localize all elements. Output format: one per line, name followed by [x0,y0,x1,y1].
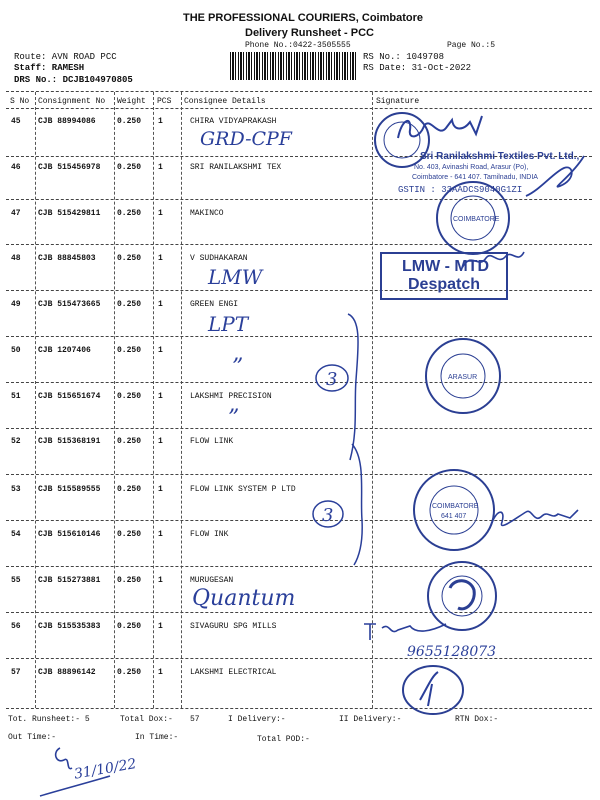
row-consignee: V SUDHAKARAN [190,254,248,263]
signature-scribble [458,246,528,276]
company-stamp-gstin: GSTIN : 33AADCS9040G1ZI [398,185,523,195]
doc-title: THE PROFESSIONAL COURIERS, Coimbatore [183,12,423,24]
row-consignee: LAKSHMI ELECTRICAL [190,668,277,677]
row-sno: 52 [11,437,21,446]
row-sno: 57 [11,668,21,677]
col-signature: Signature [376,97,420,106]
handwriting-phone: 9655128073 [407,644,497,660]
footer-out-time: Out Time:- [8,733,57,742]
row-pcs: 1 [158,530,163,539]
row-consignee: CHIRA VIDYAPRAKASH [190,117,277,126]
company-stamp-address: Coimbatore - 641 407. Tamilnadu, INDIA [412,174,538,181]
footer-ii-delivery: II Delivery:- [339,715,402,724]
col-consignment: Consignment No [38,97,106,106]
row-consignment: CJB 515456978 [38,163,101,172]
row-pcs: 1 [158,117,163,126]
date-signature-text: 31/10/22 [72,755,138,783]
round-seal-stamp [418,336,508,416]
row-pcs: 1 [158,163,163,172]
row-weight: 0.250 [117,576,142,585]
row-consignee: SIVAGURU SPG MILLS [190,622,277,631]
row-sno: 48 [11,254,21,263]
row-consignee: MAKINCO [190,209,224,218]
date-signature [30,742,140,800]
seal-pin: 641 407 [441,513,467,520]
row-consignee: SRI RANILAKSHMI TEX [190,163,282,172]
col-weight: Weight [117,97,146,106]
row-consignee: FLOW LINK [190,437,234,446]
row-sno: 45 [11,117,21,126]
col-pcs: PCS [157,97,172,106]
row-sno: 54 [11,530,21,539]
drs-number: DRS No.: DCJB104970805 [14,75,133,85]
col-separator [114,92,115,708]
footer-i-delivery: I Delivery:- [228,715,286,724]
divider [6,91,592,92]
rs-number: RS No.: 1049708 [363,52,445,62]
row-pcs: 1 [158,254,163,263]
row-pcs: 1 [158,437,163,446]
row-sno: 56 [11,622,21,631]
route: Route: AVN ROAD PCC [14,52,117,62]
divider [6,474,592,475]
row-weight: 0.250 [117,622,142,631]
row-consignment: CJB 88994086 [38,117,96,126]
row-pcs: 1 [158,346,163,355]
row-weight: 0.250 [117,668,142,677]
footer-in-time: In Time:- [135,733,179,742]
handwriting-grd-cpf: GRD-CPF [200,128,292,150]
col-separator [35,92,36,708]
barcode [230,52,358,80]
row-weight: 0.250 [117,209,142,218]
row-sno: 51 [11,392,21,401]
company-stamp-address: No. 403, Avinashi Road, Arasur (Po), [414,164,529,171]
page-number: Page No.:5 [447,41,496,50]
row-consignee: MURUGESAN [190,576,234,585]
handwriting-ditto: ” [228,406,240,431]
row-consignment: CJB 515273881 [38,576,101,585]
divider [6,428,592,429]
footer-rtn-dox: RTN Dox:- [455,715,499,724]
divider [6,708,592,709]
row-consignment: CJB 515610146 [38,530,101,539]
circled-number: 3 [326,369,338,390]
row-consignee: LAKSHMI PRECISION [190,392,272,401]
handwriting-lmw: LMW [208,265,263,289]
row-consignment: CJB 515473665 [38,300,101,309]
row-weight: 0.250 [117,346,142,355]
lmw-stamp-line2: Despatch [408,276,481,293]
row-consignee: FLOW INK [190,530,229,539]
divider [6,108,592,109]
row-consignee: FLOW LINK SYSTEM P LTD [190,485,296,494]
row-weight: 0.250 [117,117,142,126]
staff: Staff: RAMESH [14,63,85,73]
row-pcs: 1 [158,668,163,677]
row-sno: 46 [11,163,21,172]
row-weight: 0.250 [117,437,142,446]
row-weight: 0.250 [117,530,142,539]
bracket-circle-3 [300,440,380,570]
row-consignment: CJB 515651674 [38,392,101,401]
signature-scribble [520,150,590,210]
company-stamp-name: Sri Ranilakshmi Textiles Pvt. Ltd., [420,151,580,162]
seal-city: ARASUR [448,374,478,381]
col-consignee: Consignee Details [184,97,266,106]
row-sno: 55 [11,576,21,585]
signature-scribble [486,498,586,538]
row-pcs: 1 [158,392,163,401]
seal-city: COIMBATORE [432,503,479,510]
rs-date: RS Date: 31-Oct-2022 [363,63,472,73]
footer-total-pod: Total POD:- [257,735,310,744]
divider [6,612,592,613]
row-consignment: CJB 515535383 [38,622,101,631]
signature-scribble [390,108,490,153]
row-weight: 0.250 [117,254,142,263]
footer-tot-runsheet: Tot. Runsheet:- 5 [8,715,90,724]
circled-number: 3 [322,505,334,526]
seal-city: COIMBATORE [453,216,500,223]
row-pcs: 1 [158,622,163,631]
row-sno: 53 [11,485,21,494]
row-weight: 0.250 [117,392,142,401]
oval-seal-stamp [398,662,468,718]
footer-total-dox-label: Total Dox:- [120,715,173,724]
handwriting-lpt: LPT [208,312,249,336]
handwriting-ditto: ” [232,355,244,380]
col-separator [181,92,182,708]
row-pcs: 1 [158,576,163,585]
row-sno: 47 [11,209,21,218]
row-pcs: 1 [158,209,163,218]
row-sno: 49 [11,300,21,309]
row-pcs: 1 [158,300,163,309]
handwriting-quantum: Quantum [192,586,296,611]
divider [6,658,592,659]
doc-subtitle: Delivery Runsheet - PCC [245,27,374,39]
row-consignment: CJB 515429811 [38,209,101,218]
row-consignment: CJB 515589555 [38,485,101,494]
row-weight: 0.250 [117,163,142,172]
row-consignment: CJB 88896142 [38,668,96,677]
row-pcs: 1 [158,485,163,494]
footer-total-dox-value: 57 [190,715,200,724]
row-weight: 0.250 [117,485,142,494]
row-consignee: GREEN ENGI [190,300,239,309]
row-consignment: CJB 1207406 [38,346,91,355]
lmw-stamp-line1: LMW - MTD [402,258,490,275]
row-sno: 50 [11,346,21,355]
divider [6,566,592,567]
signature-scribble [360,618,470,646]
col-sno: S No [10,97,30,106]
row-weight: 0.250 [117,300,142,309]
phone-number: Phone No.:0422-3505555 [245,41,351,50]
row-consignment: CJB 515368191 [38,437,101,446]
row-consignment: CJB 88845803 [38,254,96,263]
col-separator [153,92,154,708]
